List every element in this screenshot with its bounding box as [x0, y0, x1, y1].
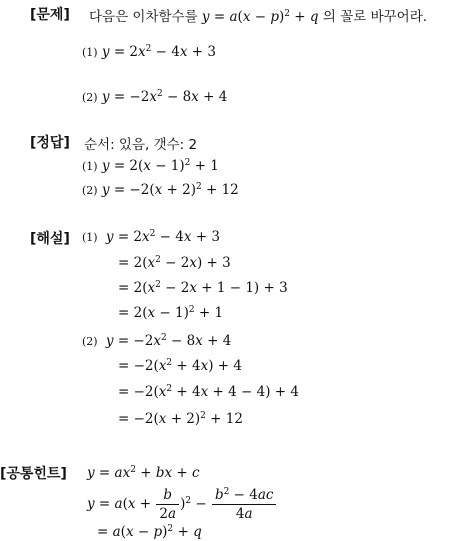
answer-item-number: (2): [82, 184, 98, 197]
answer-item-number: (1): [82, 160, 98, 173]
answer-summary: 순서: 있음, 갯수: 2: [84, 137, 198, 153]
hint-line-2: y = a(x + $\frac{b}{2a}$ )$^2$ − $\frac{b^2 - 4ac}{4a}$: [87, 487, 277, 522]
solution-item-1-line-1: [82, 229, 220, 245]
solution-step: = $-2(x^2 + 4x + 4 - 4) + 4$: [118, 384, 299, 400]
solution-step: = $-2(x + 2)^2 + 12$: [118, 411, 243, 427]
problem-equation: $y = -2x^2 - 8x + 4$: [101, 89, 228, 105]
problem-item-2: [82, 89, 227, 105]
answer-label: [정답]: [30, 135, 70, 151]
hint-label: [공통힌트]: [0, 466, 67, 482]
problem-item-1: [82, 44, 216, 60]
fraction-b-over-2a: $\frac{b}{2a}$: [156, 487, 179, 522]
solution-step: $y = 2x^2 - 4x + 3$: [105, 229, 220, 245]
solution-step: = $-2(x^2 + 4x) + 4$: [118, 358, 242, 374]
problem-equation: $y = 2x^2 - 4x + 3$: [101, 44, 216, 60]
instruction-suffix: 의 꼴로 바꾸어라.: [322, 9, 428, 25]
answer-equation: $y = 2(x - 1)^2 + 1$: [101, 158, 219, 174]
instruction-prefix: 다음은 이차함수를: [89, 9, 198, 25]
vertex-form-formula: $y = a(x - p)^2 + q$: [201, 9, 319, 25]
solution-item-2-line-1: [82, 333, 231, 349]
answer-equation: $y = -2(x + 2)^2 + 12$: [101, 182, 239, 198]
solution-step: = $2(x - 1)^2 + 1$: [118, 305, 224, 321]
answer-item-2: [82, 182, 239, 198]
hint-line-1: $y = ax^2$ + bx + c: [87, 465, 200, 481]
hint-line-3: = $a(x - p)^2 + q$: [97, 524, 202, 540]
problem-item-number: (2): [82, 91, 98, 104]
problem-label: [문제]: [30, 7, 70, 23]
answer-item-1: [82, 158, 219, 174]
solution-item-number: (2): [82, 335, 98, 348]
fraction-discriminant: $\frac{b^2 - 4ac}{4a}$: [212, 487, 276, 522]
solution-step: = $2(x^2 - 2x + 1 - 1) + 3$: [118, 280, 288, 296]
problem-instruction: [89, 5, 427, 25]
solution-label: [해설]: [30, 231, 70, 247]
solution-step: $y = -2x^2 - 8x + 4$: [105, 333, 232, 349]
problem-item-number: (1): [82, 46, 98, 59]
solution-item-number: (1): [82, 231, 98, 244]
solution-step: = $2(x^2 - 2x) + 3$: [118, 255, 231, 271]
